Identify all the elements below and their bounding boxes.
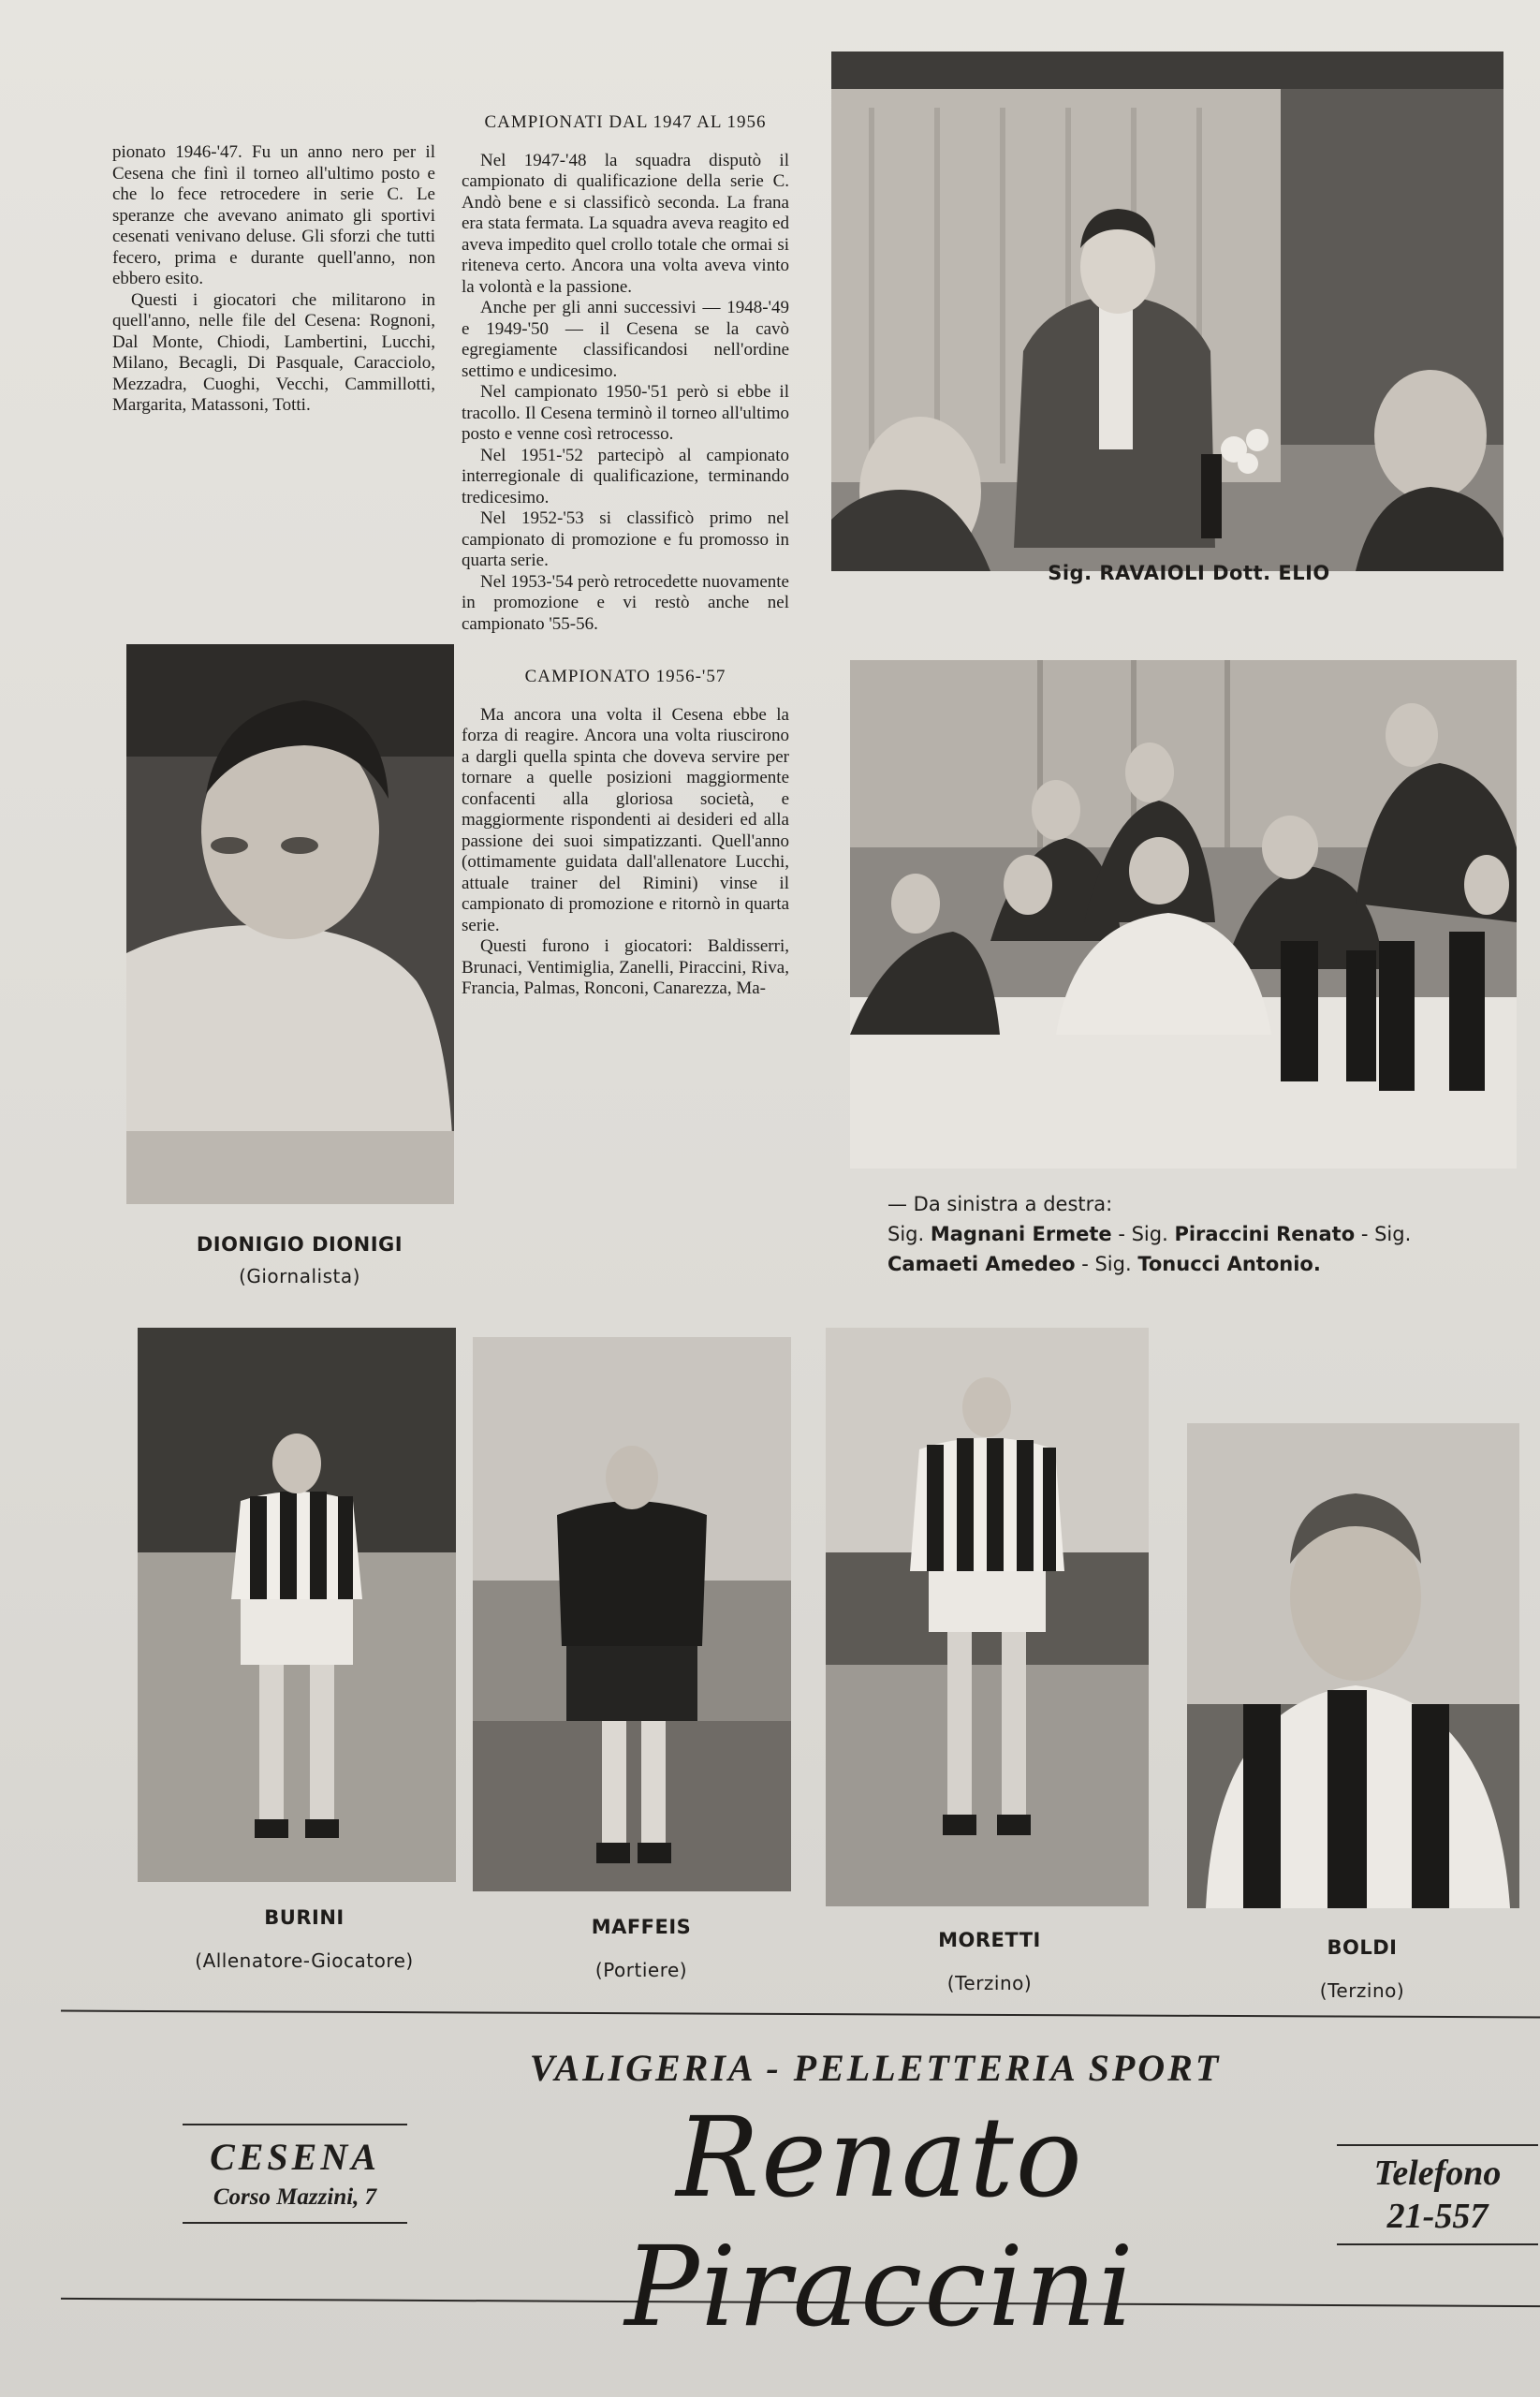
- photo-player-maffeis: [473, 1337, 791, 1891]
- article-paragraph: Nel 1952-'53 si classificò primo nel campionato di promozione e fu promosso in quarta serie.: [462, 508, 789, 570]
- ad-phone-number: 21-557: [1386, 2197, 1489, 2236]
- article-column-2: [462, 112, 789, 1000]
- article-column-1: [112, 142, 435, 417]
- ad-divider: [1337, 2144, 1538, 2146]
- player-name: BOLDI: [1327, 1936, 1398, 1959]
- article-paragraph: Questi furono i giocatori: Baldisserri, Brunaci, Ventimiglia, Zanelli, Piraccini, Riva, Francia, Palmas, Ronconi, Canarezza, Ma-: [462, 936, 789, 998]
- ad-address: Corso Mazzini, 7: [213, 2184, 377, 2210]
- photo-dionigi: [126, 644, 454, 1204]
- ad-divider: [183, 2124, 407, 2125]
- caption-person: Magnani Ermete: [930, 1223, 1112, 1245]
- section-heading: CAMPIONATO 1956-'57: [524, 667, 726, 686]
- caption-role: (Giornalista): [239, 1265, 360, 1287]
- caption-person: Tonucci Antonio.: [1137, 1253, 1321, 1275]
- photo-player-burini: [138, 1328, 456, 1882]
- article-paragraph: Questi i giocatori che militarono in quell'anno, nelle file del Cesena: Rognoni, Dal Monte, Chiodi, Lambertini, Lucchi, Milano, Becagli, Di Pasquale, Caracciolo, Mezzadra, Cuoghi, Vecchi, Cammillotti, Margarita, Matassoni, Totti.: [112, 289, 435, 415]
- section-heading: CAMPIONATI DAL 1947 AL 1956: [484, 112, 767, 132]
- photo-player-moretti: [826, 1328, 1149, 1906]
- player-role: (Terzino): [946, 1972, 1033, 1994]
- article-paragraph: Nel campionato 1950-'51 però si ebbe il tracollo. Il Cesena terminò il torneo all'ultimo posto e venne così retrocesso.: [462, 382, 789, 444]
- caption-sig: - Sig.: [1081, 1253, 1132, 1275]
- caption-player-burini: [122, 1906, 487, 1972]
- ad-phone-block: [1337, 2144, 1538, 2245]
- player-name: MAFFEIS: [591, 1916, 692, 1938]
- caption-name: DIONIGIO DIONIGI: [196, 1233, 403, 1256]
- article-paragraph: Ma ancora una volta il Cesena ebbe la forza di reagire. Ancora una volta riuscirono a dargli quella spinta che doveva servire per tornare a quelle posizioni maggiormente confacenti alla gloriosa società, e maggiormente rispondenti ai desideri ed alla passione dei suoi simpatizzanti. Quell'anno (ottimamente guidata dall'allenatore Lucchi, attuale trainer del Rimini) vinse il campionato di promozione e ritornò in quarta serie.: [462, 704, 789, 935]
- caption-sig: - Sig.: [1360, 1223, 1412, 1245]
- ad-divider: [1337, 2243, 1538, 2245]
- caption-dionigi: [122, 1233, 477, 1287]
- player-name: BURINI: [264, 1906, 345, 1929]
- caption-player-moretti: [835, 1929, 1144, 1994]
- article-paragraph: Nel 1951-'52 partecipò al campionato interregionale di qualificazione, terminando tredicesimo.: [462, 445, 789, 507]
- ad-headline: VALIGERIA - PELLETTERIA SPORT: [529, 2047, 1222, 2089]
- ad-business-name: Renato Piraccini: [624, 2093, 1136, 2351]
- caption-ravaioli: [955, 562, 1423, 584]
- photo-group-dinner: [850, 660, 1517, 1169]
- article-paragraph: Anche per gli anni successivi — 1948-'49 e 1949-'50 — il Cesena se la cavò egregiamente classificandosi nell'ordine settimo e undicesimo.: [462, 298, 789, 381]
- caption-sig: - Sig.: [1118, 1223, 1168, 1245]
- ad-city-block: [183, 2124, 407, 2224]
- player-name: MORETTI: [938, 1929, 1041, 1951]
- article-paragraph: Nel 1953-'54 però retrocedette nuovamente in promozione e vi restò anche nel campionato '55-56.: [462, 571, 789, 634]
- caption-person: Piraccini Renato: [1174, 1223, 1356, 1245]
- player-role: (Terzino): [1319, 1979, 1405, 2002]
- photo-player-boldi: [1187, 1423, 1519, 1908]
- caption-player-maffeis: [487, 1916, 796, 1981]
- caption-intro: — Da sinistra a destra:: [887, 1193, 1113, 1215]
- ad-top-rule: [61, 2010, 1540, 2019]
- article-paragraph: Nel 1947-'48 la squadra disputò il campionato di qualificazione della serie C. Andò bene e si classificò seconda. La frana era stata fermata. La squadra aveva reagito ed aveva impedito quel crollo totale che ormai si riteneva certo. Ancora una volta aveva vinto la volontà e la passione.: [462, 150, 789, 297]
- caption-player-boldi: [1208, 1936, 1517, 2002]
- caption-group: [887, 1189, 1505, 1279]
- player-role: (Portiere): [594, 1959, 688, 1981]
- caption-name: Sig. RAVAIOLI Dott. ELIO: [1048, 562, 1330, 584]
- caption-sig: Sig.: [887, 1223, 925, 1245]
- article-paragraph: pionato 1946-'47. Fu un anno nero per il Cesena che finì il torneo all'ultimo posto e che lo fece retrocedere in serie C. Le speranze che avevano animato gli sportivi cesenati venivano deluse. Gli sforzi che tutti fecero, prima e durante quell'anno, non ebbero esito.: [112, 142, 435, 288]
- photo-ravaioli: [831, 51, 1503, 571]
- player-role: (Allenatore-Giocatore): [195, 1949, 414, 1972]
- ad-phone-label: Telefono: [1373, 2154, 1502, 2193]
- ad-divider: [183, 2222, 407, 2224]
- ad-city: CESENA: [210, 2136, 380, 2178]
- caption-person: Camaeti Amedeo: [887, 1253, 1076, 1275]
